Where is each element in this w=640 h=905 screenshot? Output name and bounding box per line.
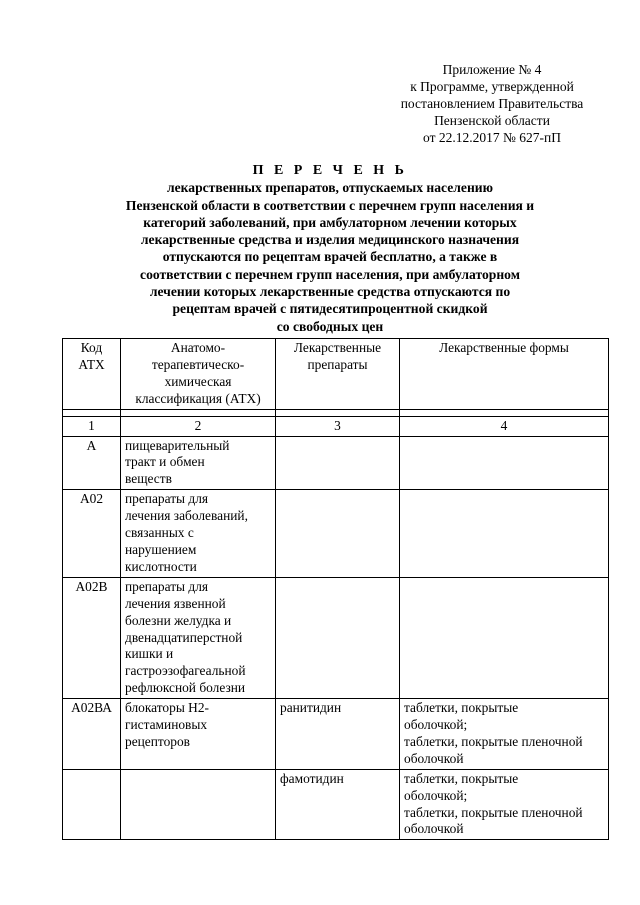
code-cell: А02ВА <box>63 699 121 770</box>
atc-cell <box>121 769 276 840</box>
document-title: П Е Р Е Ч Е Н Ь <box>252 163 408 178</box>
forms-cell <box>400 577 609 698</box>
form-line: таблетки, покрытые пленочной <box>404 733 583 749</box>
header-code-cell <box>63 339 121 410</box>
atc-line: тракт и обмен <box>125 454 205 470</box>
forms-cell <box>400 436 609 490</box>
document-heading <box>95 162 565 335</box>
heading-line: отпускаются по рецептам врачей бесплатно, а также в <box>162 249 498 265</box>
drug-list-table <box>62 338 609 840</box>
header-spacer-row <box>63 409 609 416</box>
header-text: Код <box>80 340 103 355</box>
column-number: 3 <box>276 416 400 436</box>
header-text: химическая <box>164 373 232 389</box>
atc-line: нарушением <box>125 541 197 557</box>
table-row <box>63 436 609 490</box>
table-header-row <box>63 339 609 410</box>
atc-line: болезни желудка и <box>125 612 232 628</box>
atc-cell <box>121 490 276 578</box>
header-text: терапевтическо- <box>151 356 245 372</box>
column-number: 1 <box>63 416 121 436</box>
heading-line: соответствии с перечнем групп населения, при амбулаторном <box>140 266 520 282</box>
atc-line: пищеварительный <box>125 437 230 453</box>
form-line: оболочкой <box>404 821 464 837</box>
spacer-cell <box>276 409 400 416</box>
header-text: классификация (АТХ) <box>135 390 261 406</box>
heading-line: лекарственные средства и изделия медицинского назначения <box>140 232 520 248</box>
atc-cell <box>121 577 276 698</box>
atc-line: рефлюксной болезни <box>125 680 246 696</box>
heading-line: рецептам врачей с пятидесятипроцентной скидкой <box>172 301 488 317</box>
table-row <box>63 699 609 770</box>
heading-line: категорий заболеваний, при амбулаторном лечении которых <box>143 214 517 230</box>
code-cell: А <box>63 436 121 490</box>
header-text: Лекарственные формы <box>439 340 569 355</box>
form-line: таблетки, покрытые пленочной <box>404 804 583 820</box>
spacer-cell <box>63 409 121 416</box>
atc-line: рецепторов <box>125 733 190 749</box>
atc-line: связанных с <box>125 525 194 541</box>
header-text: Лекарственные <box>293 340 382 355</box>
form-line: оболочкой; <box>404 787 468 803</box>
approval-line: к Программе, утвержденной <box>410 79 574 94</box>
atc-line: кислотности <box>125 558 197 574</box>
atc-line: гистаминовых <box>125 717 208 733</box>
atc-cell <box>121 436 276 490</box>
approval-line: Приложение № 4 <box>442 62 542 77</box>
column-number: 4 <box>400 416 609 436</box>
atc-line: препараты для <box>125 578 209 594</box>
drug-cell <box>276 577 400 698</box>
atc-line: кишки и <box>125 646 174 662</box>
atc-line: лечения язвенной <box>125 595 226 611</box>
atc-line: блокаторы Н2- <box>125 700 209 716</box>
form-line: оболочкой; <box>404 717 468 733</box>
forms-cell <box>400 769 609 840</box>
forms-cell <box>400 699 609 770</box>
atc-line: препараты для <box>125 491 209 507</box>
atc-line: лечения заболеваний, <box>125 508 248 524</box>
code-cell <box>63 769 121 840</box>
table-row <box>63 577 609 698</box>
approval-line: постановлением Правительства <box>400 96 584 111</box>
form-line: таблетки, покрытые <box>404 700 519 716</box>
approval-line: Пензенской области <box>434 113 550 128</box>
approval-line: от 22.12.2017 № 627-пП <box>423 130 561 145</box>
heading-line: Пензенской области в соответствии с перечнем групп населения и <box>125 197 535 213</box>
heading-line: со свободных цен <box>276 318 384 334</box>
heading-line: лекарственных препаратов, отпускаемых населению <box>167 180 493 196</box>
atc-line: гастроэзофагеальной <box>125 663 246 679</box>
code-cell: А02В <box>63 577 121 698</box>
atc-line: веществ <box>125 471 172 487</box>
header-text: препараты <box>307 356 368 372</box>
spacer-cell <box>121 409 276 416</box>
code-cell: А02 <box>63 490 121 578</box>
column-number-row <box>63 416 609 436</box>
spacer-cell <box>400 409 609 416</box>
table-row <box>63 490 609 578</box>
header-atc-cell <box>121 339 276 410</box>
drug-cell <box>276 436 400 490</box>
header-text: АТХ <box>78 356 105 372</box>
atc-cell <box>121 699 276 770</box>
forms-cell <box>400 490 609 578</box>
atc-line: двенадцатиперстной <box>125 629 243 645</box>
table-row <box>63 769 609 840</box>
heading-line: лечении которых лекарственные средства отпускаются по <box>149 284 511 300</box>
column-number: 2 <box>121 416 276 436</box>
header-forms-cell <box>400 339 609 410</box>
header-drugs-cell <box>276 339 400 410</box>
drug-cell <box>276 490 400 578</box>
form-line: таблетки, покрытые <box>404 770 519 786</box>
drug-cell: ранитидин <box>276 699 400 770</box>
approval-block <box>380 61 604 146</box>
header-text: Анатомо- <box>170 340 226 355</box>
drug-cell: фамотидин <box>276 769 400 840</box>
form-line: оболочкой <box>404 750 464 766</box>
